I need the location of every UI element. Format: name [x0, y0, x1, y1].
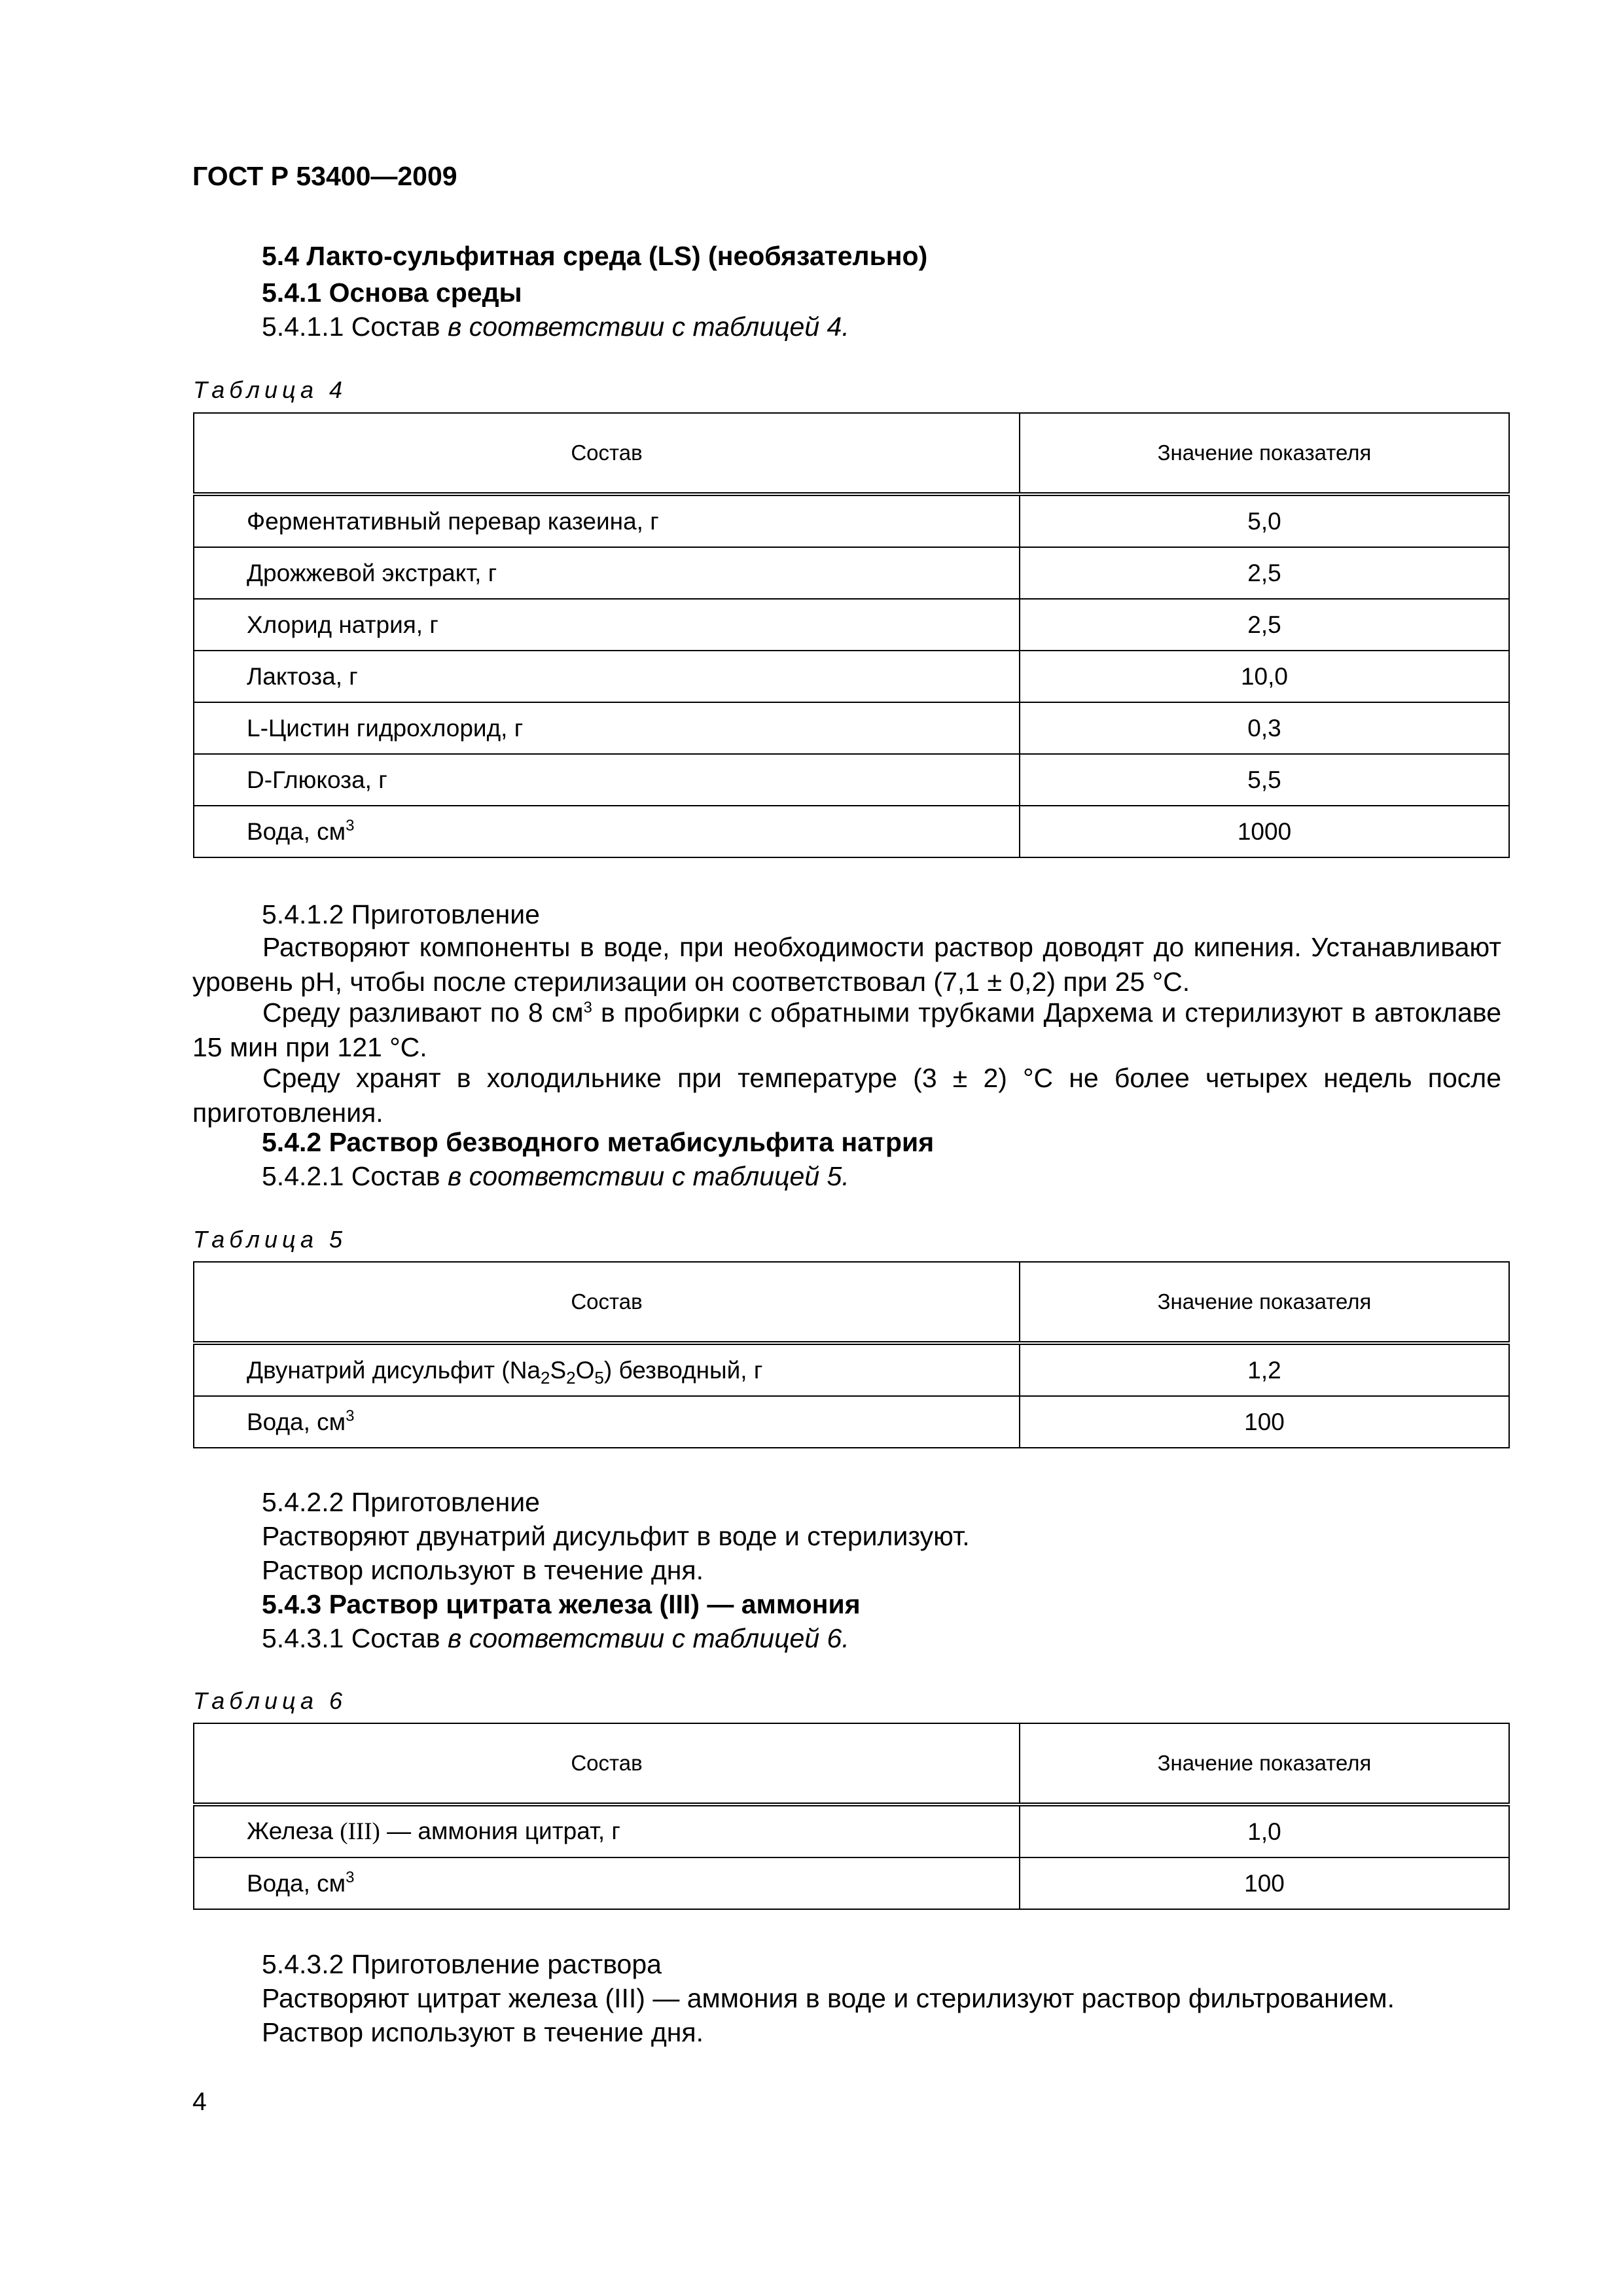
preparation-line: Растворяют двунатрий дисульфит в воде и стерилизуют.	[262, 1521, 970, 1551]
column-header-value: Значение показателя	[1020, 413, 1509, 494]
composition-table-reference: в соответствии с таблицей 6.	[447, 1623, 849, 1653]
ingredient-name: Дрожжевой экстракт, г	[194, 547, 1020, 599]
roman-numeral: (III)	[340, 1818, 380, 1845]
column-header-composition: Состав	[194, 1723, 1020, 1804]
ingredient-value: 1000	[1020, 806, 1509, 857]
ingredient-value: 10,0	[1020, 651, 1509, 702]
page-number: 4	[192, 2088, 207, 2116]
subscript: 2	[541, 1367, 550, 1388]
table-header-row	[194, 1723, 1509, 1804]
document-number: ГОСТ Р 53400—2009	[192, 161, 457, 191]
table-row	[194, 651, 1509, 702]
water-label: Вода, см	[247, 817, 346, 845]
section-5-4-3-2-title: 5.4.3.2 Приготовление раствора	[262, 1949, 662, 1979]
ingredient-name	[194, 1396, 1020, 1448]
ingredient-value: 5,5	[1020, 754, 1509, 806]
table-6	[193, 1723, 1510, 1910]
ingredient-name: Лактоза, г	[194, 651, 1020, 702]
composition-table-reference: в соответствии с таблицей 5.	[447, 1161, 849, 1191]
dispensing-text-start: Среду разливают по 8 см	[262, 997, 584, 1028]
section-5-4-1-1-composition	[262, 312, 849, 342]
ingredient-value: 100	[1020, 1857, 1509, 1909]
table-6-caption: Таблица 6	[193, 1687, 348, 1714]
name-part: O	[575, 1356, 595, 1384]
table-row	[194, 494, 1509, 547]
table-row-water	[194, 1396, 1509, 1448]
ingredient-name	[194, 1343, 1020, 1396]
exponent: 3	[346, 816, 355, 834]
ingredient-name: Ферментативный перевар казеина, г	[194, 494, 1020, 547]
column-header-value: Значение показателя	[1020, 1723, 1509, 1804]
table-row-water	[194, 806, 1509, 857]
usage-line: Раствор используют в течение дня.	[262, 2017, 704, 2047]
water-label: Вода, см	[247, 1408, 346, 1435]
composition-prefix: 5.4.1.1 Состав	[262, 312, 448, 342]
ingredient-name	[194, 1804, 1020, 1857]
table-4	[193, 412, 1510, 858]
section-5-4-1-title: 5.4.1 Основа среды	[262, 278, 522, 308]
dispensing-text-end: в пробирки с обратными трубками Дархема и стерилизуют в автоклаве 15 мин при 121 °С.	[192, 997, 1501, 1062]
column-header-value: Значение показателя	[1020, 1262, 1509, 1343]
table-row	[194, 754, 1509, 806]
preparation-paragraph: Растворяют компоненты в воде, при необходимости раствор доводят до кипения. Устанавливают уровень pH, чтобы после стерилизации он соответствовал (7,1 ± 0,2) при 25 °С.	[192, 932, 1501, 997]
ingredient-name	[194, 806, 1020, 857]
preparation-line: Растворяют цитрат железа (III) — аммония в воде и стерилизуют раствор фильтрованием.	[262, 1983, 1395, 2013]
ingredient-value: 0,3	[1020, 702, 1509, 754]
table-5	[193, 1261, 1510, 1448]
name-part: S	[550, 1356, 567, 1384]
table-header-row	[194, 413, 1509, 494]
subscript: 2	[566, 1367, 576, 1388]
ingredient-name: Хлорид натрия, г	[194, 599, 1020, 651]
table-5-caption: Таблица 5	[193, 1226, 348, 1253]
name-part: Двунатрий дисульфит (Na	[247, 1356, 541, 1384]
exponent: 3	[583, 999, 592, 1016]
section-5-4-title: 5.4 Лакто-сульфитная среда (LS) (необязательно)	[262, 241, 928, 271]
table-row	[194, 702, 1509, 754]
subscript: 5	[594, 1367, 604, 1388]
name-part: ) безводный, г	[603, 1356, 763, 1384]
ingredient-value: 2,5	[1020, 599, 1509, 651]
section-5-4-2-title: 5.4.2 Раствор безводного метабисульфита натрия	[262, 1127, 935, 1157]
usage-line: Раствор используют в течение дня.	[262, 1555, 704, 1585]
storage-paragraph: Среду хранят в холодильнике при температуре (3 ± 2) °С не более четырех недель после приготовления.	[192, 1063, 1501, 1128]
section-5-4-1-2-title: 5.4.1.2 Приготовление	[262, 899, 540, 929]
column-header-composition: Состав	[194, 413, 1020, 494]
section-5-4-3-title: 5.4.3 Раствор цитрата железа (III) — аммония	[262, 1589, 861, 1619]
dispensing-paragraph	[192, 996, 1501, 1065]
ingredient-value: 100	[1020, 1396, 1509, 1448]
composition-table-reference: в соответствии с таблицей 4.	[447, 312, 849, 342]
exponent: 3	[346, 1407, 355, 1425]
table-4-caption: Таблица 4	[193, 376, 348, 403]
ingredient-name: L-Цистин гидрохлорид, г	[194, 702, 1020, 754]
ingredient-value: 2,5	[1020, 547, 1509, 599]
table-row-water	[194, 1857, 1509, 1909]
ingredient-value: 1,2	[1020, 1343, 1509, 1396]
section-5-4-3-1-composition	[262, 1623, 849, 1654]
water-label: Вода, см	[247, 1869, 346, 1897]
column-header-composition: Состав	[194, 1262, 1020, 1343]
composition-prefix: 5.4.2.1 Состав	[262, 1161, 448, 1191]
name-part: — аммония цитрат, г	[380, 1818, 620, 1844]
ingredient-value: 1,0	[1020, 1804, 1509, 1857]
exponent: 3	[346, 1868, 355, 1886]
table-row	[194, 547, 1509, 599]
table-row	[194, 599, 1509, 651]
ingredient-name: D-Глюкоза, г	[194, 754, 1020, 806]
section-5-4-2-1-composition	[262, 1161, 849, 1192]
table-header-row	[194, 1262, 1509, 1343]
name-part: Железа	[247, 1818, 340, 1844]
table-row	[194, 1343, 1509, 1396]
ingredient-value: 5,0	[1020, 494, 1509, 547]
table-row	[194, 1804, 1509, 1857]
composition-prefix: 5.4.3.1 Состав	[262, 1623, 448, 1653]
section-5-4-2-2-title: 5.4.2.2 Приготовление	[262, 1487, 540, 1517]
ingredient-name	[194, 1857, 1020, 1909]
